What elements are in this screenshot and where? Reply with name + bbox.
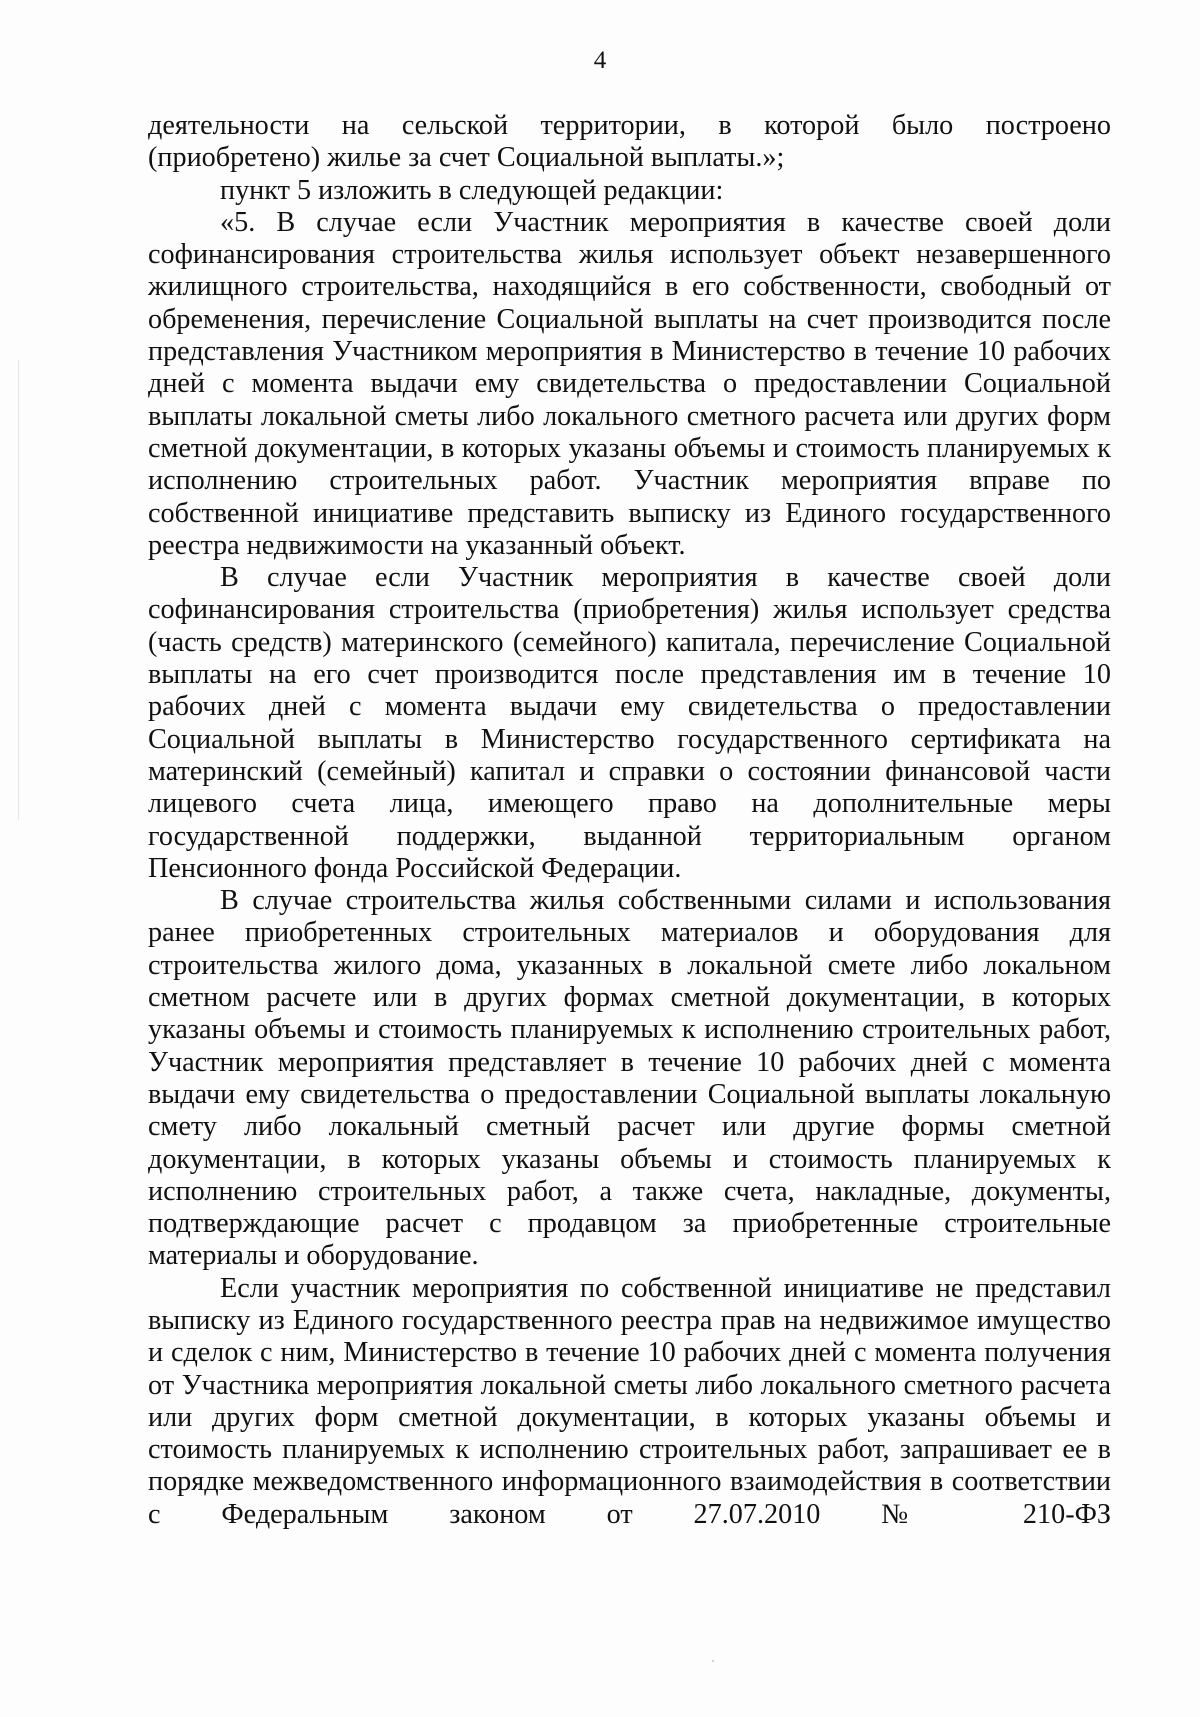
scan-artifact-dot [712, 1660, 714, 1662]
paragraph-amendment-instruction: пункт 5 изложить в следующей редакции: [220, 174, 724, 206]
page-number: 4 [593, 47, 607, 74]
paragraph-item-5: «5. В случае если Участник мероприятия в качестве своей доли софинансирования строительства жилья использует объект незавершенного жилищного строительства, находящийся в его собственности, свободный от обременения, перечисление Социальной выплаты на счет производится после представления Участником мероприятия в Министерство в течение 10 рабочих дней с момента выдачи ему свидетельства о предоставлении Социальной выплаты локальной сметы либо локального сметного расчета или других форм сметной документации, в которых указаны объемы и стоимость планируемых к исполнению строительных работ. Участник мероприятия вправе по собственной инициативе представить выписку из Единого государственного реестра недвижимости на указанный объект. [148, 206, 1111, 561]
paragraph-registry-extract: Если участник мероприятия по собственной инициативе не представил выписку из Единого государственного реестра прав на недвижимое имущество и сделок с ним, Министерство в течение 10 рабочих дней с момента получения от Участника мероприятия локальной сметы либо локального сметного расчета или других форм сметной документации, в которых указаны объемы и стоимость планируемых к исполнению строительных работ, запрашивает ее в порядке межведомственного информационного взаимодействия в соответствии с Федеральным законом от 27.07.2010 № 210-ФЗ [148, 1272, 1111, 1530]
scan-artifact-line [18, 360, 19, 820]
paragraph-maternity-capital: В случае если Участник мероприятия в качестве своей доли софинансирования строительства (приобретения) жилья использует средства (часть средств) материнского (семейного) капитала, перечисление Социальной выплаты на его счет производится после представления им в течение 10 рабочих дней с момента выдачи ему свидетельства о предоставлении Социальной выплаты в Министерство государственного сертификата на материнский (семейный) капитал и справки о состоянии финансовой части лицевого счета лица, имеющего право на дополнительные меры государственной поддержки, выданной территориальным органом Пенсионного фонда Российской Федерации. [148, 562, 1111, 884]
document-body [148, 110, 1111, 1531]
paragraph-own-construction: В случае строительства жилья собственными силами и использования ранее приобретенных строительных материалов и оборудования для строительства жилого дома, указанных в локальной смете либо локальном сметном расчете или в других формах сметной документации, в которых указаны объемы и стоимость планируемых к исполнению строительных работ, Участник мероприятия представляет в течение 10 рабочих дней с момента выдачи ему свидетельства о предоставлении Социальной выплаты локальную смету либо локальный сметный расчет или другие формы сметной документации, в которых указаны объемы и стоимость планируемых к исполнению строительных работ, а также счета, накладные, документы, подтверждающие расчет с продавцом за приобретенные строительные материалы и оборудование. [148, 885, 1111, 1272]
paragraph-continuation: деятельности на сельской территории, в которой было построено (приобретено) жилье за счет Социальной выплаты.»; [148, 110, 1111, 174]
